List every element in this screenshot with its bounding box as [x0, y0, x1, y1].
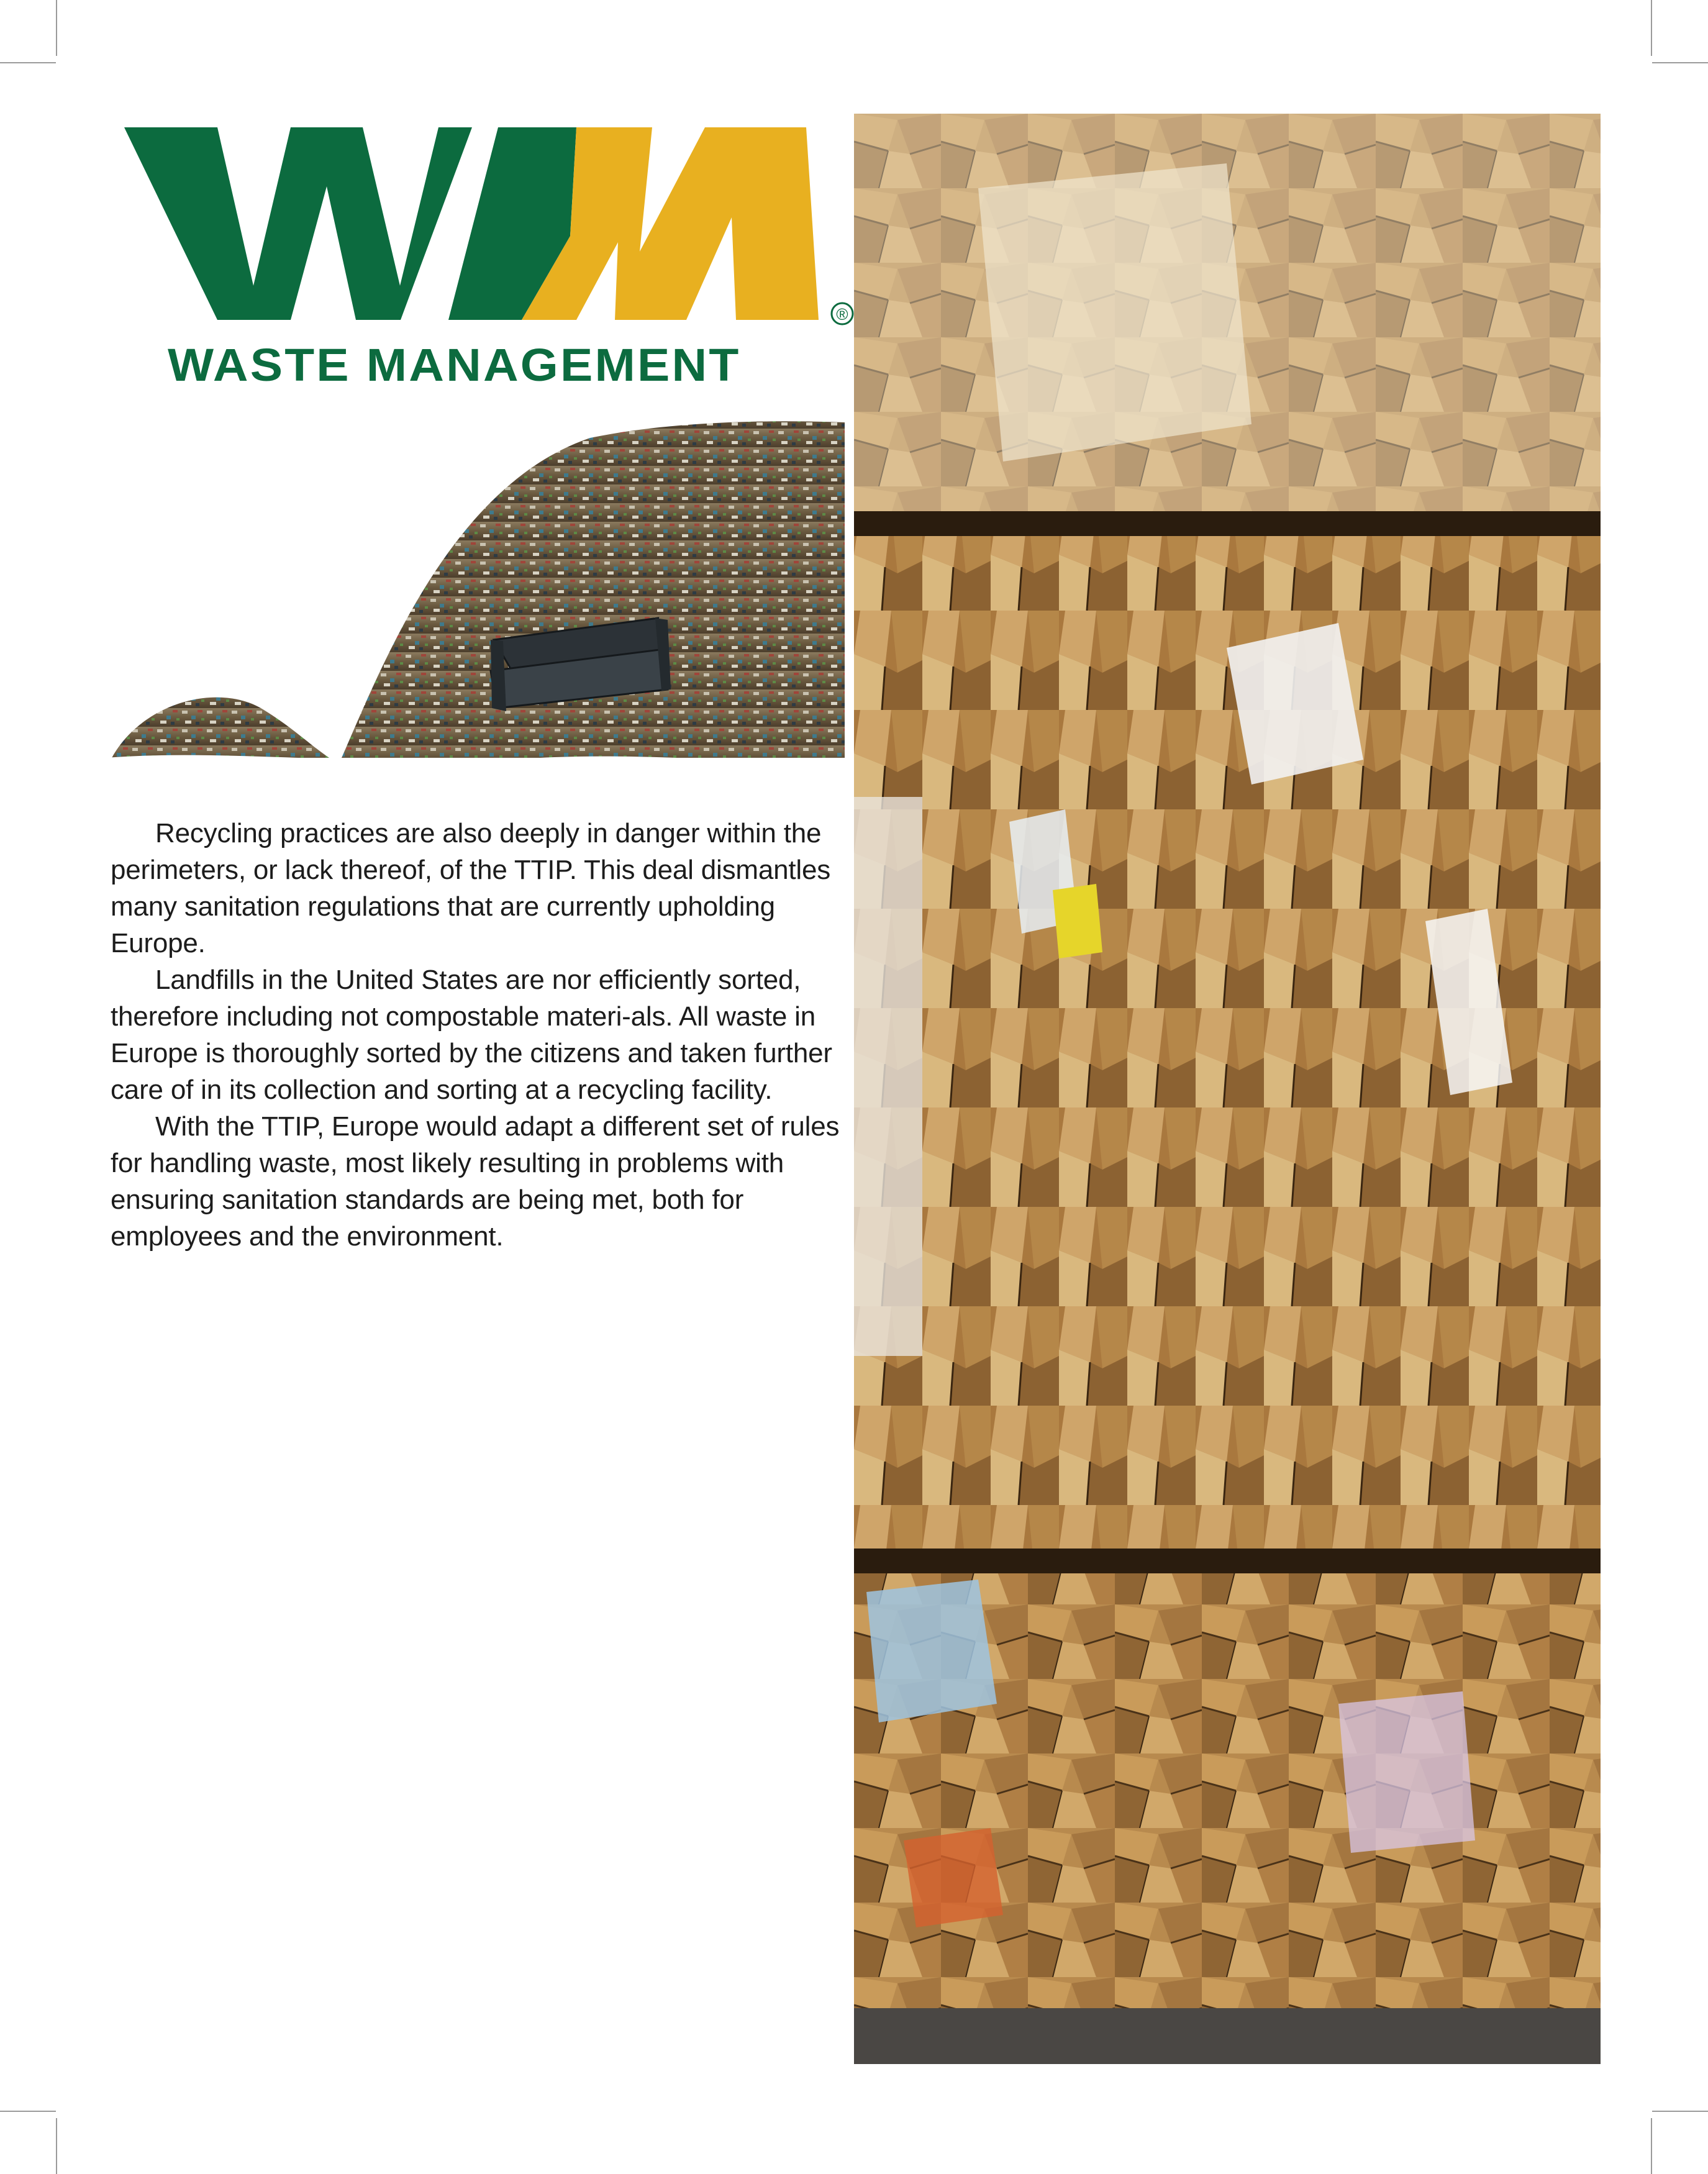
article-paragraph: With the TTIP, Europe would adapt a different set of rules for handling waste, most likely resulting in problems with ensuring sanitation standards are being met, both for employees and the environment.: [111, 1111, 840, 1252]
cardboard-bales-photo: [854, 114, 1601, 2064]
crop-mark-bottom-right-v: [1651, 2118, 1652, 2174]
crop-mark-top-left-v: [56, 0, 57, 56]
crop-mark-top-right-h: [1652, 62, 1708, 63]
crop-mark-top-right-v: [1651, 0, 1652, 56]
crop-mark-bottom-right-h: [1652, 2111, 1708, 2112]
crop-mark-bottom-left-v: [56, 2118, 57, 2174]
logo-wordmark: WASTE MANAGEMENT: [168, 339, 741, 391]
crop-mark-top-left-h: [0, 62, 56, 63]
article-body: [111, 815, 856, 1255]
landfill-photo: [106, 410, 845, 814]
registered-mark: ®: [836, 305, 848, 324]
logo-letter-w: [124, 127, 472, 320]
article-paragraph: Landfills in the United States are nor efficiently sorted, therefore including not compostable materi-als. All waste in Europe is thoroughly sorted by the citizens and taken further care of in its collection and sorting at a recycling facility.: [111, 965, 832, 1105]
crop-mark-bottom-left-h: [0, 2111, 56, 2112]
article-paragraph: Recycling practices are also deeply in danger within the perimeters, or lack thereof, of the TTIP. This deal dismantles many sanitation regulations that are currently upholding Europe.: [111, 818, 831, 958]
